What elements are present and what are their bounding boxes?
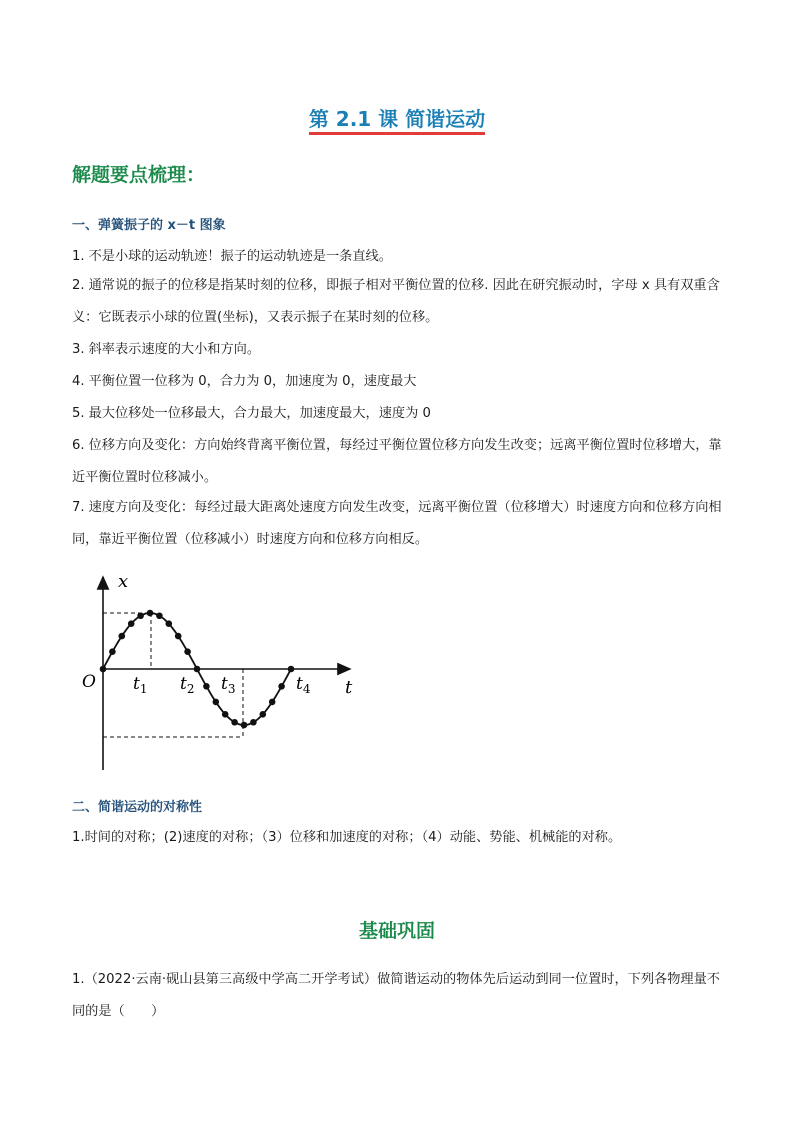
sample-point [119,633,126,640]
sample-point [175,633,182,640]
symmetry-text: 1.时间的对称；(2)速度的对称；（3）位移和加速度的对称；（4）动能、势能、机械能的对称。 [72,830,622,845]
tick-label-t1: $t_1$ [133,674,148,696]
sample-point [194,666,201,673]
list-item: 6. 位移方向及变化：方向始终背离平衡位置，每经过平衡位置位移方向发生改变；远离平衡位置时位移增大，靠近平衡位置时位移减小。 [72,438,722,485]
sample-point [222,711,229,718]
xt-graph [80,565,370,780]
list-item: 5. 最大位移处一位移最大，合力最大，加速度最大，速度为 0 [72,406,431,421]
sample-point [213,699,220,706]
sample-point [137,612,144,619]
sample-point [203,683,210,690]
sample-point [128,620,135,627]
sample-point [147,610,154,617]
sample-point [269,699,276,706]
section-heading-3: 基础巩固 [358,920,435,942]
section-heading-1: 一、弹簧振子的 x－t 图象 [72,218,226,233]
origin-label: O [82,672,96,692]
page-title: 第 2.1 课 简谐运动 [0,103,794,132]
main-heading: 解题要点梳理： [72,164,206,186]
x-axis-label: t [345,677,353,698]
tick-label-t2: $t_2$ [180,674,195,696]
list-item: 7. 速度方向及变化：每经过最大距离处速度方向发生改变，远离平衡位置（位移增大）时速度方向和位移方向相同，靠近平衡位置（位移减小）时速度方向和位移方向相反。 [72,500,722,547]
sample-point [278,683,285,690]
sample-point [156,612,163,619]
list-item: 1. 不是小球的运动轨迹！振子的运动轨迹是一条直线。 [72,249,392,264]
tick-label-t3: $t_3$ [221,674,236,696]
sample-point [100,666,107,673]
sample-point [184,648,191,655]
sample-point [166,620,173,627]
list-item: 2. 通常说的振子的位移是指某时刻的位移，即振子相对平衡位置的位移. 因此在研究振动时，字母 x 具有双重含义：它既表示小球的位置(坐标)，又表示振子在某时刻的位移。 [72,278,720,325]
sample-point [288,666,295,673]
list-item: 3. 斜率表示速度的大小和方向。 [72,342,261,357]
sample-point [109,648,116,655]
y-axis-label: x [118,571,129,592]
sample-point [231,719,238,726]
sample-point [241,722,248,729]
question-1: 1.（2022·云南·砚山县第三高级中学高二开学考试）做简谐运动的物体先后运动到同一位置时，下列各物理量不同的是（ ） [72,972,720,1019]
tick-label-t4: $t_4$ [296,674,311,696]
sample-point [250,719,257,726]
list-item: 4. 平衡位置一位移为 0，合力为 0，加速度为 0，速度最大 [72,374,417,389]
sample-point [260,711,267,718]
section-heading-2: 二、简谐运动的对称性 [72,800,203,815]
